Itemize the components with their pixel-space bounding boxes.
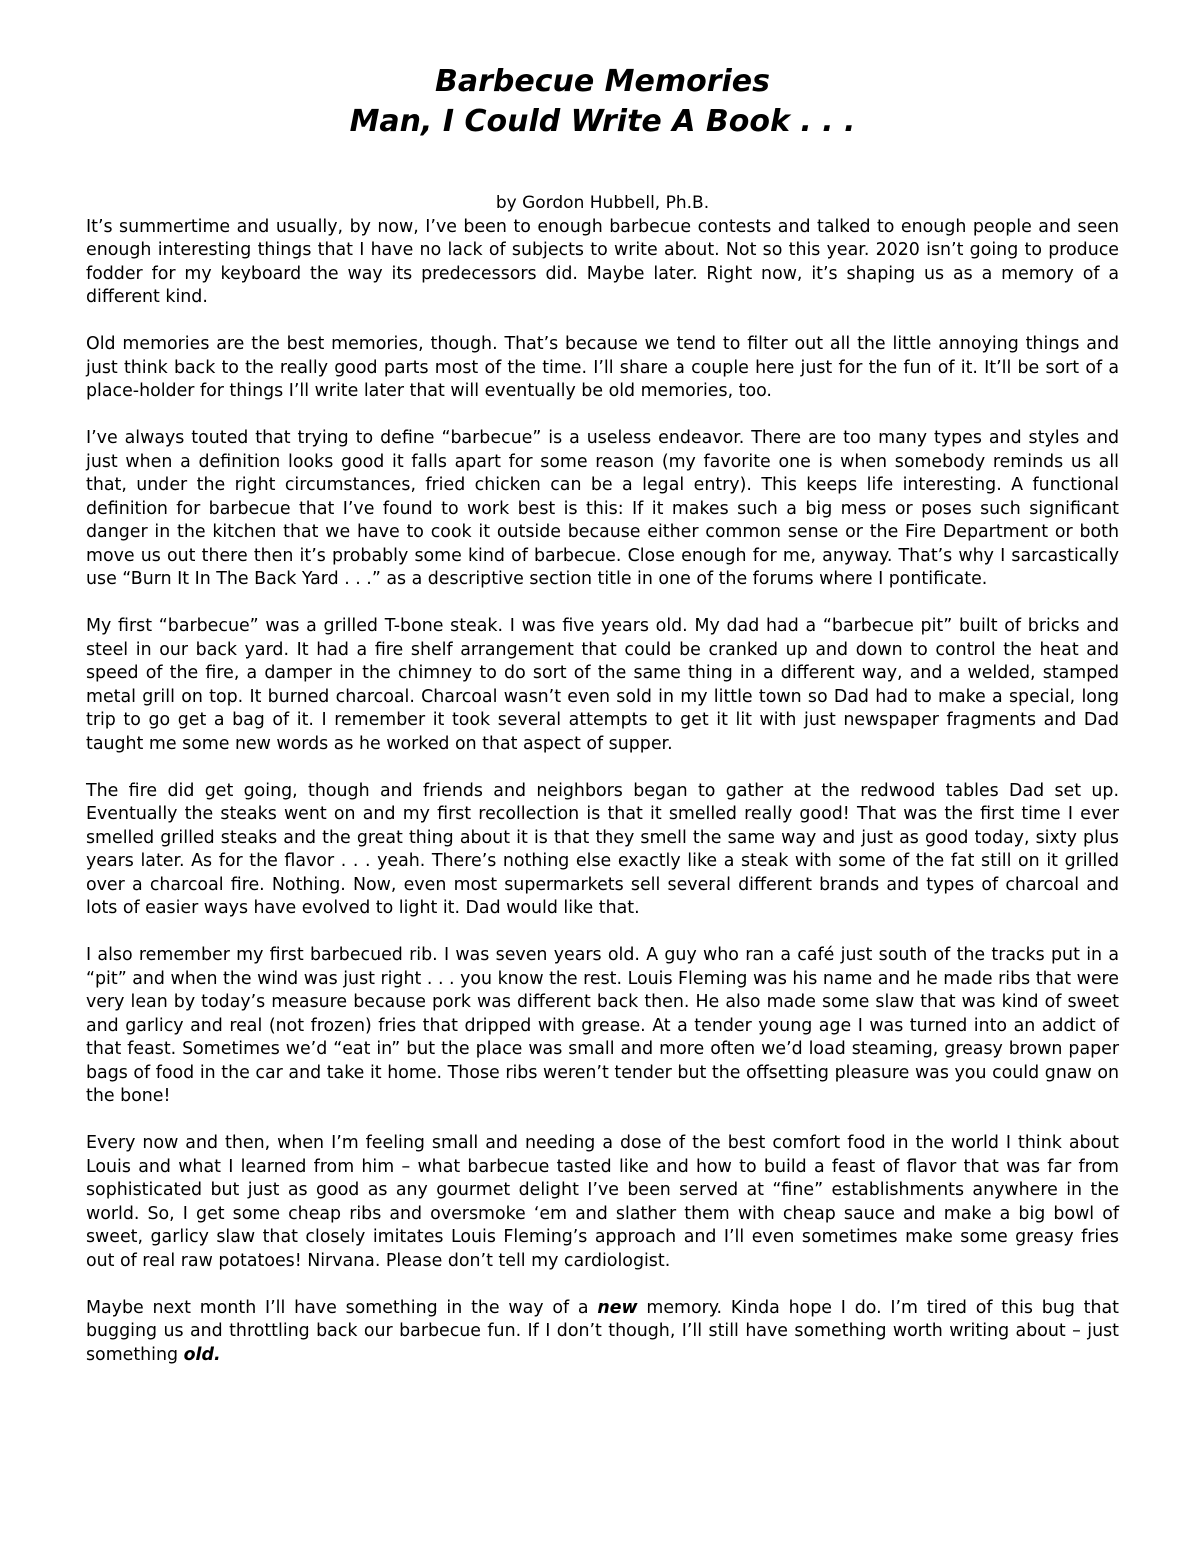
paragraph-6: I also remember my first barbecued rib. I was seven years old. A guy who ran a café just south of the tracks put in a “pit” and when the wind was just right . . . you know the rest. Louis Fleming was his name and he made ribs that were very lean by today’s measure because pork was different back then. He also made some slaw that was kind of sweet and garlicy and real (not frozen) fries that dripped with grease. At a tender young age I was turned into an addict of that feast. Sometimes we’d “eat in” but the place was small and more often we’d load steaming, greasy brown paper bags of food in the car and take it home. Those ribs weren’t tender but the offsetting pleasure was you could gnaw on the bone! [86, 945, 1119, 1106]
paragraph-4: My first “barbecue” was a grilled T-bone steak. I was five years old. My dad had a “barbecue pit” built of bricks and steel in our back yard. It had a fire shelf arrangement that could be cranked up and down to control the heat and speed of the fire, a damper in the chimney to do sort of the same thing in a different way, and a welded, stamped metal grill on top. It burned charcoal. Charcoal wasn’t even sold in my little town so Dad had to make a special, long trip to go get a bag of it. I remember it took several attempts to get it lit with just newspaper fragments and Dad taught me some new words as he worked on that aspect of supper. [86, 616, 1119, 754]
article [86, 62, 1119, 1391]
paragraph-8-text-1: Maybe next month I’ll have something in the way of a [86, 1297, 598, 1318]
final-period: . [213, 1344, 221, 1365]
emphasis-old: old [183, 1344, 214, 1365]
emphasis-new: new [597, 1297, 638, 1318]
article-title [86, 62, 1119, 142]
paragraph-5: The fire did get going, though and friends and neighbors began to gather at the redwood tables Dad set up. Eventually the steaks went on and my first recollection is that it smelled really good! That was the first time I ever smelled grilled steaks and the great thing about it is that they smell the same way and just as good today, sixty plus years later. As for the flavor . . . yeah. There’s nothing else exactly like a steak with some of the fat still on it grilled over a charcoal fire. Nothing. Now, even most supermarkets sell several different brands and types of charcoal and lots of easier ways have evolved to light it. Dad would like that. [86, 780, 1119, 918]
title-line-2: Man, I Could Write A Book . . . [349, 104, 856, 139]
paragraph-3: I’ve always touted that trying to define “barbecue” is a useless endeavor. There are too many types and styles and just when a definition looks good it falls apart for some reason (my favorite one is when somebody reminds us all that, under the right circumstances, fried chicken can be a legal entry). This keeps life interesting. A functional definition for barbecue that I’ve found to work best is this: If it makes such a big mess or poses such significant danger in the kitchen that we have to cook it outside because either common sense or the Fire Department or both move us out there then it’s probably some kind of barbecue. Close enough for me, anyway. That’s why I sarcastically use “Burn It In The Back Yard . . .” as a descriptive section title in one of the forums where I pontificate. [86, 428, 1119, 589]
title-line-1: Barbecue Memories [434, 64, 770, 99]
byline: by Gordon Hubbell, Ph.B. [495, 193, 710, 213]
paragraph-8 [86, 1297, 1119, 1368]
paragraph-2: Old memories are the best memories, though. That’s because we tend to filter out all the little annoying things and just think back to the really good parts most of the time. I’ll share a couple here just for the fun of it. It’ll be sort of a place-holder for things I’ll write later that will eventually be old memories, too. [86, 334, 1119, 401]
paragraph-8-text-2: memory. Kinda hope I do. I’m tired of this bug that bugging us and throttling back our barbecue fun. If I don’t though, I’ll still have something worth writing about – just something [86, 1297, 1119, 1365]
paragraph-1: It’s summertime and usually, by now, I’ve been to enough barbecue contests and talked to enough people and seen enough interesting things that I have no lack of subjects to write about. Not so this year. 2020 isn’t going to produce fodder for my keyboard the way its predecessors did. Maybe later. Right now, it’s shaping us as a memory of a different kind. [86, 216, 1119, 307]
paragraph-7: Every now and then, when I’m feeling small and needing a dose of the best comfort food in the world I think about Louis and what I learned from him – what barbecue tasted like and how to build a feast of flavor that was far from sophisticated but just as good as any gourmet delight I’ve been served at “fine” establishments anywhere in the world. So, I get some cheap ribs and oversmoke ‘em and slather them with cheap sauce and make a big bowl of sweet, garlicy slaw that closely imitates Louis Fleming’s approach and I’ll even sometimes make some greasy fries out of real raw potatoes! Nirvana. Please don’t tell my cardiologist. [86, 1133, 1119, 1271]
